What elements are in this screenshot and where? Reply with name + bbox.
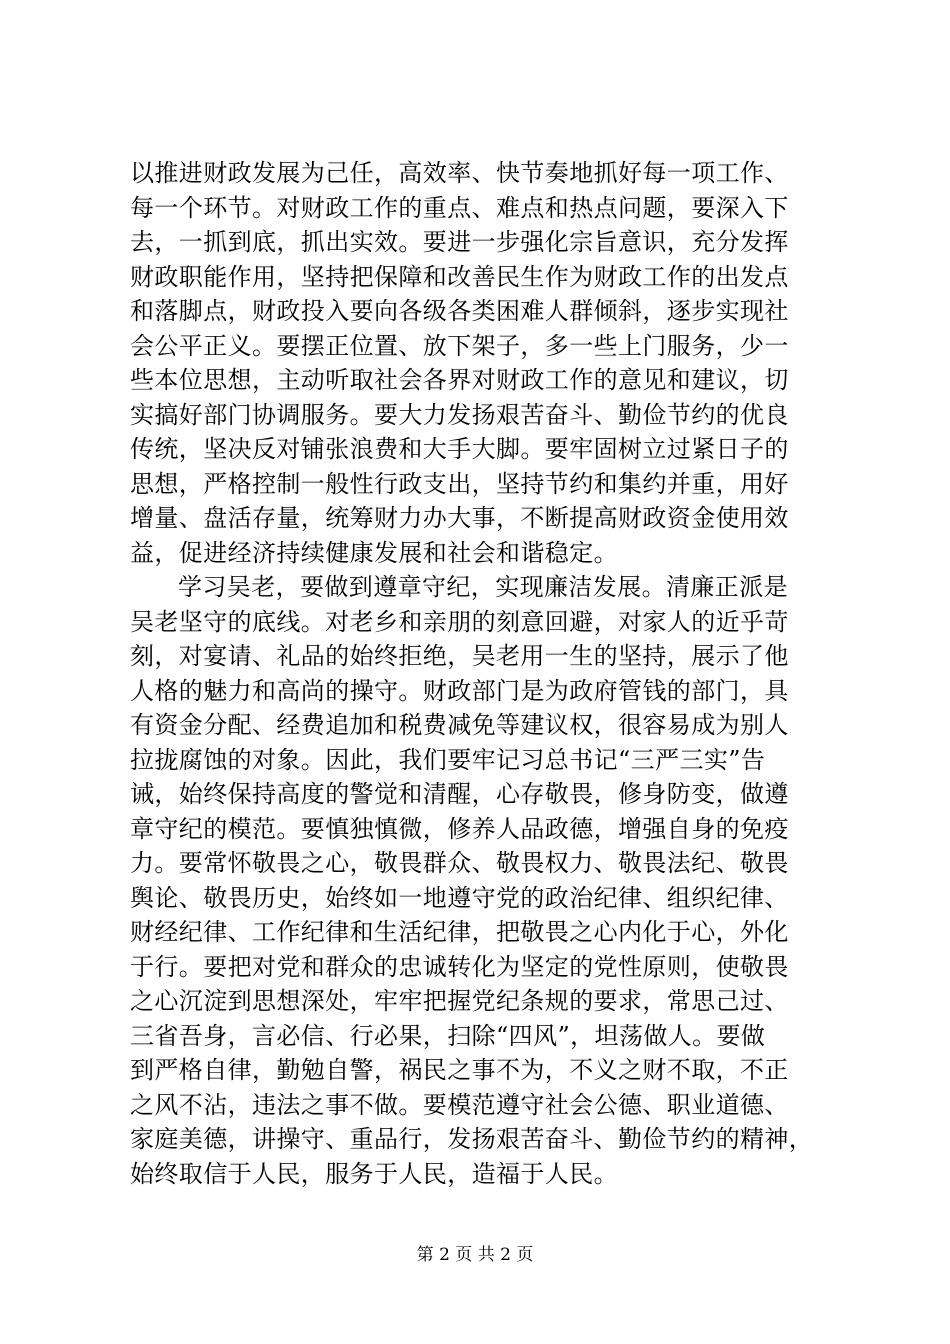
text-line: 有资金分配、经费追加和税费减免等建议权，很容易成为别人 xyxy=(130,711,789,739)
text-line: 以推进财政发展为己任，高效率、快节奏地抓好每一项工作、 xyxy=(130,159,789,187)
text-line: 吴老坚守的底线。对老乡和亲朋的刻意回避，对家人的近乎苛 xyxy=(130,607,789,636)
text-line: 思想，严格控制一般性行政支出，坚持节约和集约并重，用好 xyxy=(130,469,789,498)
text-line: 拉拢腐蚀的对象。因此，我们要牢记习总书记“三严三实”告 xyxy=(130,745,766,774)
body-text xyxy=(130,156,830,1191)
text-line: 每一个环节。对财政工作的重点、难点和热点问题，要深入下 xyxy=(130,193,789,222)
text-line: 实搞好部门协调服务。要大力发扬艰苦奋斗、勤俭节约的优良 xyxy=(130,400,789,429)
text-line: 之心沉淀到思想深处，牢牢把握党纪条规的要求，常思己过、 xyxy=(130,987,789,1015)
text-line: 财政职能作用，坚持把保障和改善民生作为财政工作的出发点 xyxy=(130,262,789,291)
text-line: 诫，始终保持高度的警觉和清醒，心存敬畏，修身防变，做遵 xyxy=(130,780,789,808)
text-line: 刻，对宴请、礼品的始终拒绝，吴老用一生的坚持，展示了他 xyxy=(130,642,789,670)
text-line: 于行。要把对党和群众的忠诚转化为坚定的党性原则，使敬畏 xyxy=(130,952,789,981)
text-line: 三省吾身，言必信、行必果，扫除“四风”，坦荡做人。要做 xyxy=(130,1021,766,1050)
text-line: 之风不沾，违法之事不做。要模范遵守社会公德、职业道德、 xyxy=(130,1090,789,1119)
text-line: 益，促进经济持续健康发展和社会和谐稳定。 xyxy=(130,538,618,567)
text-line: 家庭美德，讲操守、重品行，发扬艰苦奋斗、勤俭节约的精神， xyxy=(130,1125,814,1153)
text-line: 些本位思想，主动听取社会各界对财政工作的意见和建议，切 xyxy=(130,366,789,394)
text-line: 增量、盘活存量，统筹财力办大事，不断提高财政资金使用效 xyxy=(130,504,789,532)
text-line: 章守纪的模范。要慎独慎微，修养人品政德，增强自身的免疫 xyxy=(130,814,789,843)
text-line: 始终取信于人民，服务于人民，造福于人民。 xyxy=(130,1159,618,1188)
page-footer xyxy=(0,1243,950,1267)
text-line: 会公平正义。要摆正位置、放下架子，多一些上门服务，少一 xyxy=(130,331,789,360)
text-line: 人格的魅力和高尚的操守。财政部门是为政府管钱的部门，具 xyxy=(130,676,789,705)
text-line: 舆论、敬畏历史，始终如一地遵守党的政治纪律、组织纪律、 xyxy=(130,883,789,912)
paragraph-start-line: 学习吴老，要做到遵章守纪，实现廉洁发展。清廉正派是 xyxy=(178,573,788,601)
text-line: 到严格自律，勤勉自警，祸民之事不为，不义之财不取，不正 xyxy=(130,1056,789,1084)
text-line: 和落脚点，财政投入要向各级各类困难人群倾斜，逐步实现社 xyxy=(130,297,789,325)
text-line: 财经纪律、工作纪律和生活纪律，把敬畏之心内化于心，外化 xyxy=(130,918,789,946)
text-line: 去，一抓到底，抓出实效。要进一步强化宗旨意识，充分发挥 xyxy=(130,228,789,256)
text-line: 力。要常怀敬畏之心，敬畏群众、敬畏权力、敬畏法纪、敬畏 xyxy=(130,849,789,877)
page-number: 第 2 页 共 2 页 xyxy=(416,1245,534,1265)
text-line: 传统，坚决反对铺张浪费和大手大脚。要牢固树立过紧日子的 xyxy=(130,435,789,463)
